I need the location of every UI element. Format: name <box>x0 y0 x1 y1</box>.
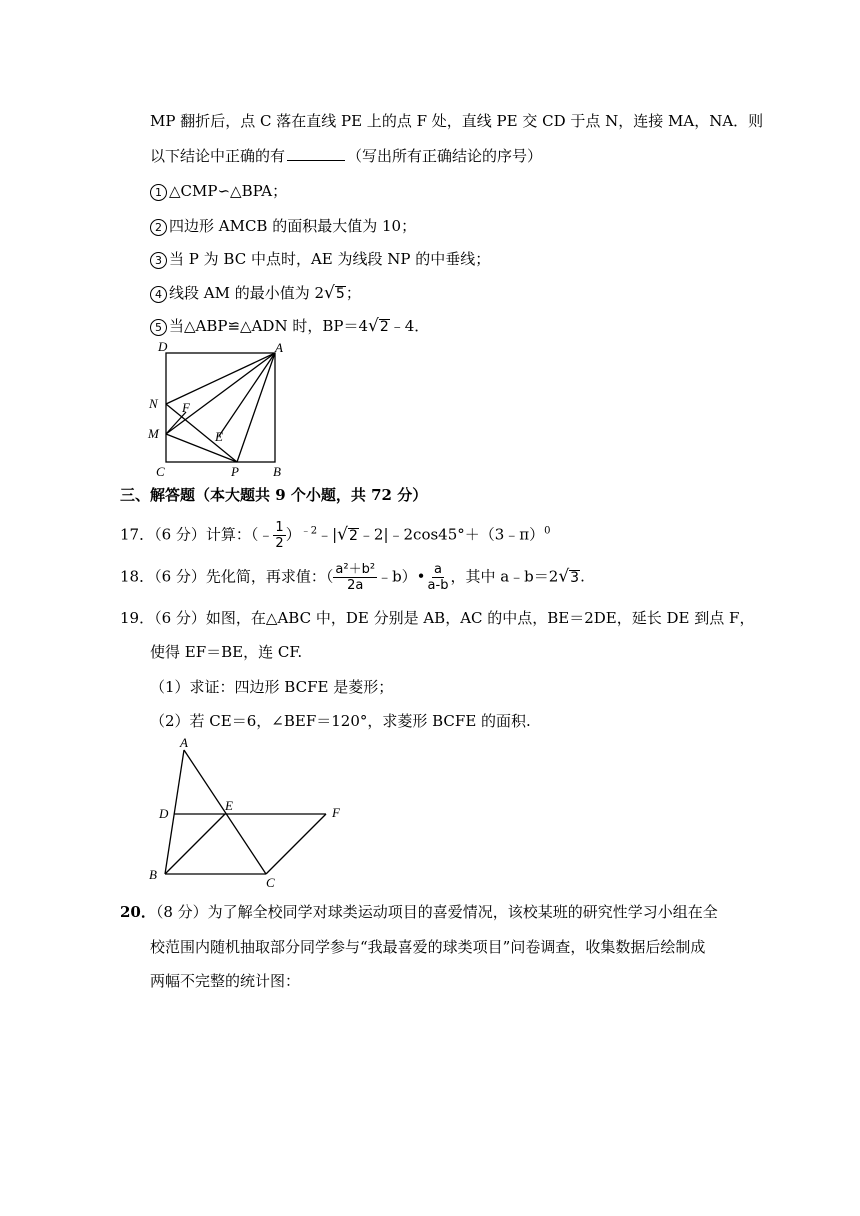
fig2-label-C: C <box>266 875 275 890</box>
q18-radicand: 3 <box>570 569 580 586</box>
fig2-label-A: A <box>180 735 188 750</box>
option-2-text: 四边形 AMCB 的面积最大值为 10； <box>169 217 417 235</box>
q18-text-b: ﹣b）• <box>377 567 426 586</box>
option-5-end: ﹣4． <box>389 317 430 335</box>
label-N: N <box>149 396 158 411</box>
q20-text-1: （8 分）为了解全校同学对球类运动项目的喜爱情况，该校某班的研究性学习小组在全 <box>155 903 718 921</box>
q17-text-d: ﹣2|﹣2cos45°＋（3﹣π） <box>358 525 545 544</box>
q18-fraction-1: $\frac{\text{a²＋b²}}{2a}$ <box>335 562 376 593</box>
q17-text-c: ﹣| <box>317 525 338 544</box>
label-M: M <box>148 426 159 441</box>
q18-text-a: （6 分）先化简，再求值：（ <box>154 567 334 586</box>
option-5-text: 当△ABP≌△ADN 时，BP＝4 <box>169 317 368 335</box>
prev-question-line-2 <box>150 146 542 166</box>
q19-text-1: （6 分）如图，在△ABC 中，DE 分别是 AB，AC 的中点，BE＝2DE，延长 DE 到点 F， <box>154 609 755 627</box>
option-1 <box>150 181 287 201</box>
question-17: 17．（6 分）计算：（﹣ $\frac{1}{2}$ ）$^{﹣2}$﹣|√2﹣2|﹣2cos45°＋（3﹣π）$^0$ <box>120 520 551 551</box>
option-1-marker: 1 <box>150 184 167 201</box>
prev-question-line-2b: （写出所有正确结论的序号） <box>347 147 543 165</box>
question-18: 18．（6 分）先化简，再求值：（ $\frac{\text{a²＋b²}}{2a}$ ﹣b）• $\frac{a}{a-b}$ ，其中 a﹣b＝2√3. <box>120 562 585 593</box>
question-19-sub-2: （2）若 CE＝6，∠BEF＝120°，求菱形 BCFE 的面积. <box>150 712 531 730</box>
q18-number: 18． <box>120 567 155 586</box>
q17-exponent-0: 0 <box>544 525 551 537</box>
q18-fraction-2: $\frac{a}{a-b}$ <box>427 562 449 593</box>
q17-text-b: ） <box>285 525 301 544</box>
option-5-radicand: 2 <box>379 319 389 335</box>
fig2-label-F: F <box>332 805 340 820</box>
prev-question-line-2a: 以下结论中正确的有 <box>150 147 286 165</box>
option-4-radicand: 5 <box>335 286 345 302</box>
label-D: D <box>158 339 168 354</box>
q17-text-a: （6 分）计算：（﹣ <box>154 525 274 544</box>
q20-number: 20． <box>120 903 156 921</box>
question-19-line-1 <box>120 608 754 628</box>
question-20-line-1 <box>120 902 718 922</box>
label-A: A <box>275 340 283 355</box>
square-diagram <box>140 336 300 482</box>
option-2 <box>150 216 416 236</box>
option-2-marker: 2 <box>150 219 167 236</box>
section-heading: 三、解答题（本大题共 9 个小题，共 72 分） <box>120 486 428 504</box>
option-4-end: ； <box>345 284 361 302</box>
label-C: C <box>156 464 165 479</box>
label-E: E <box>215 429 223 444</box>
q17-exponent: ﹣2 <box>300 525 318 537</box>
answer-blank[interactable] <box>287 146 345 161</box>
option-5-marker: 5 <box>150 319 167 336</box>
label-F: F <box>182 400 190 415</box>
option-1-text: △CMP∽△BPA； <box>169 182 288 200</box>
q17-radicand: 2 <box>348 527 358 544</box>
fig2-label-D: D <box>159 806 169 821</box>
question-20-line-2: 校范围内随机抽取部分同学参与“我最喜爱的球类项目”问卷调查，收集数据后绘制成 <box>150 938 706 956</box>
prev-question-line-1: MP 翻折后，点 C 落在直线 PE 上的点 F 处，直线 PE 交 CD 于点 N，连接 MA，NA．则 <box>150 112 764 130</box>
q17-fraction: $\frac{1}{2}$ <box>275 520 284 551</box>
fig2-label-B: B <box>149 867 157 882</box>
option-3-text: 当 P 为 BC 中点时，AE 为线段 NP 的中垂线； <box>169 250 491 268</box>
question-19-line-2: 使得 EF＝BE，连 CF. <box>150 643 303 661</box>
option-5: 5 当△ABP≌△ADN 时，BP＝4√2﹣4． <box>150 316 429 336</box>
option-3 <box>150 249 490 269</box>
q18-text-c: ，其中 a﹣b＝2 <box>450 567 559 586</box>
question-19-sub-1: （1）求证：四边形 BCFE 是菱形； <box>150 678 394 696</box>
question-20-line-3: 两幅不完整的统计图： <box>150 972 301 990</box>
option-4-marker: 4 <box>150 286 167 303</box>
fig2-label-E: E <box>225 798 233 813</box>
q17-number: 17． <box>120 525 155 544</box>
label-B: B <box>273 464 281 479</box>
q18-text-d: . <box>580 567 585 586</box>
rhombus-diagram <box>140 734 360 890</box>
option-4: 4 线段 AM 的最小值为 2√5； <box>150 283 361 303</box>
option-4-text: 线段 AM 的最小值为 2 <box>169 284 325 302</box>
label-P: P <box>231 464 239 479</box>
option-3-marker: 3 <box>150 252 167 269</box>
q19-number: 19． <box>120 609 155 627</box>
